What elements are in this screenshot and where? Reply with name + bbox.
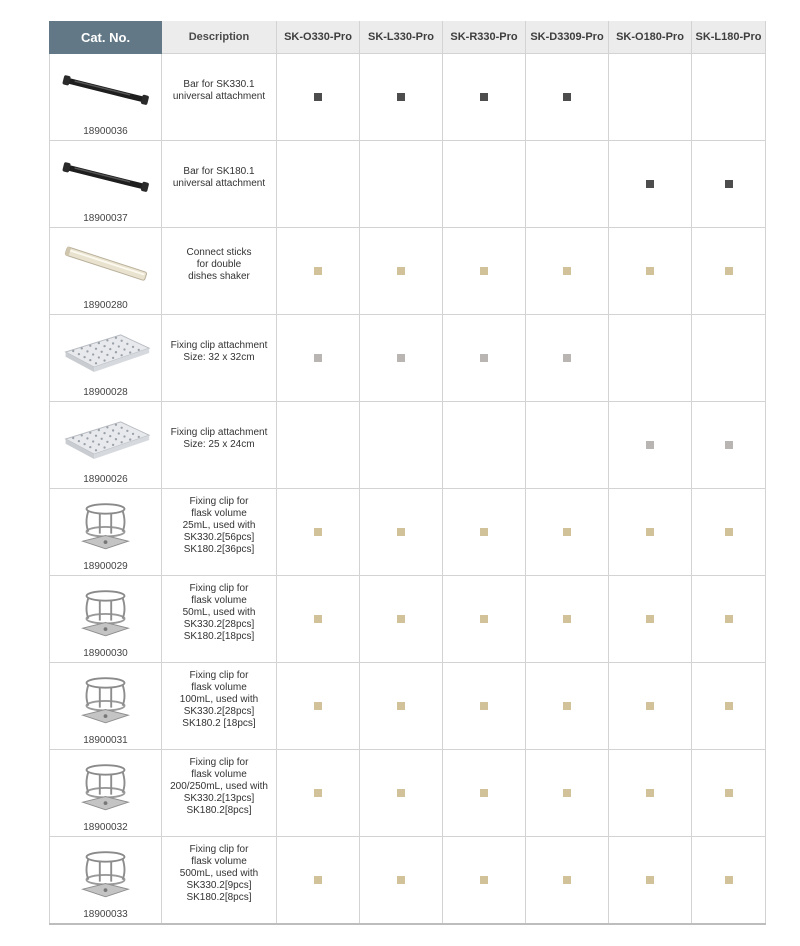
cell-sk-r330-pro [443,663,526,750]
description-cell [162,837,277,924]
cell-sk-o180-pro [609,489,692,576]
cat-cell [50,228,162,315]
cat-cell [50,750,162,837]
header-sk-r330-pro: SK-R330-Pro [443,21,526,54]
cell-sk-l330-pro [360,663,443,750]
cat-cell [50,663,162,750]
compatible-marker-gray [397,354,405,362]
cell-sk-r330-pro [443,489,526,576]
cat-cell [50,837,162,924]
cat-number: 18900036 [83,126,128,137]
cell-sk-o180-pro [609,54,692,141]
cell-sk-d3309-pro [526,141,609,228]
compatible-marker-beige [314,528,322,536]
compatible-marker-beige [725,267,733,275]
cat-number: 18900280 [83,300,128,311]
compatible-marker-beige [646,789,654,797]
description-cell [162,576,277,663]
cell-sk-l180-pro [692,750,766,837]
cell-sk-l330-pro [360,54,443,141]
compatible-marker-beige [397,876,405,884]
description-text: Fixing clip for flask volume 200/250mL, used with SK330.2[13pcs] SK180.2[8pcs] [170,757,268,816]
table-row [50,228,766,315]
cell-sk-l180-pro [692,141,766,228]
cell-sk-o330-pro [277,750,360,837]
cell-sk-l180-pro [692,489,766,576]
description-cell [162,228,277,315]
flask-clip-photo [58,756,153,818]
compatible-marker-beige [563,789,571,797]
compatible-marker-dark [314,93,322,101]
description-text: Connect sticks for double dishes shaker [186,247,252,282]
compatible-marker-dark [480,93,488,101]
cell-sk-o330-pro [277,837,360,924]
cell-sk-d3309-pro [526,837,609,924]
cell-sk-o330-pro [277,489,360,576]
description-cell [162,750,277,837]
description-text: Bar for SK330.1 universal attachment [172,79,266,102]
table-row [50,663,766,750]
cell-sk-l180-pro [692,315,766,402]
compatible-marker-beige [480,789,488,797]
cat-number: 18900029 [83,561,128,572]
cat-number: 18900033 [83,908,128,920]
table-row [50,315,766,402]
cell-sk-d3309-pro [526,402,609,489]
cell-sk-r330-pro [443,54,526,141]
cat-number: 18900026 [83,474,128,485]
header-row [50,21,766,54]
compatible-marker-beige [646,267,654,275]
cell-sk-l330-pro [360,141,443,228]
cat-cell [50,141,162,228]
compatible-marker-beige [725,615,733,623]
flask-clip-photo [58,495,153,557]
table-row [50,489,766,576]
compatible-marker-beige [480,267,488,275]
cell-sk-o330-pro [277,402,360,489]
compatible-marker-dark [397,93,405,101]
cell-sk-r330-pro [443,315,526,402]
compatible-marker-beige [646,876,654,884]
table-row [50,402,766,489]
cell-sk-r330-pro [443,228,526,315]
cell-sk-o330-pro [277,228,360,315]
compatible-marker-beige [725,702,733,710]
cell-sk-o330-pro [277,141,360,228]
compatible-marker-gray [480,354,488,362]
table-row [50,576,766,663]
compatible-marker-beige [397,267,405,275]
compatible-marker-beige [397,528,405,536]
cell-sk-o330-pro [277,54,360,141]
black-bar-photo [58,147,153,209]
cell-sk-l180-pro [692,576,766,663]
compatible-marker-beige [314,702,322,710]
accessory-compatibility-table [49,21,766,925]
cell-sk-d3309-pro [526,576,609,663]
connect-stick-photo [58,234,153,296]
header-description: Description [162,21,277,54]
compatible-marker-beige [725,528,733,536]
cell-sk-o180-pro [609,576,692,663]
compatible-marker-beige [563,267,571,275]
cell-sk-o180-pro [609,750,692,837]
cell-sk-l330-pro [360,402,443,489]
table-body [50,54,766,924]
cell-sk-r330-pro [443,837,526,924]
cat-number: 18900037 [83,213,128,224]
cell-sk-o180-pro [609,315,692,402]
flask-clip-photo [58,669,153,731]
cat-cell [50,54,162,141]
cell-sk-o330-pro [277,576,360,663]
compatible-marker-beige [314,615,322,623]
description-text: Fixing clip for flask volume 50mL, used with SK330.2[28pcs] SK180.2[18pcs] [182,583,256,642]
cell-sk-o180-pro [609,141,692,228]
cell-sk-o180-pro [609,837,692,924]
description-cell [162,663,277,750]
description-text: Fixing clip for flask volume 25mL, used with SK330.2[56pcs] SK180.2[36pcs] [182,496,256,555]
cell-sk-r330-pro [443,750,526,837]
compatible-marker-beige [646,528,654,536]
cell-sk-l180-pro [692,837,766,924]
compatible-marker-beige [563,528,571,536]
cell-sk-o180-pro [609,663,692,750]
cell-sk-o330-pro [277,663,360,750]
header-cat-no: Cat. No. [50,21,162,54]
cell-sk-l330-pro [360,837,443,924]
flask-clip-photo [58,843,153,905]
header-sk-l330-pro: SK-L330-Pro [360,21,443,54]
cell-sk-o330-pro [277,315,360,402]
cell-sk-l180-pro [692,228,766,315]
cell-sk-d3309-pro [526,663,609,750]
cat-number: 18900031 [83,735,128,746]
cell-sk-d3309-pro [526,54,609,141]
flask-clip-photo [58,582,153,644]
cell-sk-d3309-pro [526,489,609,576]
header-sk-l180-pro: SK-L180-Pro [692,21,766,54]
perforated-plate-photo [58,408,153,470]
description-text: Fixing clip attachment Size: 25 x 24cm [170,427,268,450]
compatible-marker-dark [563,93,571,101]
compatible-marker-beige [480,528,488,536]
compatible-marker-dark [646,180,654,188]
cat-number: 18900032 [83,822,128,833]
compatible-marker-beige [563,876,571,884]
cat-cell [50,402,162,489]
cell-sk-d3309-pro [526,750,609,837]
compatible-marker-dark [725,180,733,188]
cat-cell [50,576,162,663]
cell-sk-l180-pro [692,663,766,750]
cell-sk-r330-pro [443,576,526,663]
compatible-marker-beige [563,615,571,623]
compatible-marker-beige [314,789,322,797]
table-row [50,837,766,924]
compatible-marker-gray [725,441,733,449]
compatible-marker-beige [480,615,488,623]
cell-sk-l180-pro [692,54,766,141]
table-row [50,141,766,228]
table-row [50,750,766,837]
cat-number: 18900030 [83,648,128,659]
perforated-plate-photo [58,321,153,383]
description-cell [162,54,277,141]
description-cell [162,315,277,402]
description-text: Fixing clip attachment Size: 32 x 32cm [170,340,268,363]
compatible-marker-beige [563,702,571,710]
description-text: Bar for SK180.1 universal attachment [172,166,266,189]
cell-sk-l330-pro [360,489,443,576]
compatible-marker-gray [314,354,322,362]
compatible-marker-gray [563,354,571,362]
cat-cell [50,489,162,576]
compatible-marker-beige [480,702,488,710]
header-sk-o180-pro: SK-O180-Pro [609,21,692,54]
header-sk-o330-pro: SK-O330-Pro [277,21,360,54]
cell-sk-l330-pro [360,750,443,837]
cell-sk-l330-pro [360,315,443,402]
compatible-marker-beige [314,876,322,884]
compatible-marker-beige [725,789,733,797]
cell-sk-o180-pro [609,228,692,315]
cat-cell [50,315,162,402]
cell-sk-l180-pro [692,402,766,489]
cell-sk-l330-pro [360,576,443,663]
cell-sk-d3309-pro [526,228,609,315]
black-bar-photo [58,60,153,122]
table-row [50,54,766,141]
description-cell [162,402,277,489]
cell-sk-l330-pro [360,228,443,315]
cell-sk-d3309-pro [526,315,609,402]
compatible-marker-beige [397,615,405,623]
cell-sk-r330-pro [443,141,526,228]
description-cell [162,141,277,228]
compatible-marker-beige [397,702,405,710]
description-text: Fixing clip for flask volume 500mL, used with SK330.2[9pcs] SK180.2[8pcs] [179,843,259,903]
compatible-marker-beige [646,615,654,623]
description-text: Fixing clip for flask volume 100mL, used with SK330.2[28pcs] SK180.2 [18pcs] [179,670,259,729]
cell-sk-o180-pro [609,402,692,489]
header-sk-d3309-pro: SK-D3309-Pro [526,21,609,54]
description-cell [162,489,277,576]
compatible-marker-beige [646,702,654,710]
compatible-marker-beige [725,876,733,884]
compatible-marker-beige [397,789,405,797]
compatible-marker-gray [646,441,654,449]
compatible-marker-beige [480,876,488,884]
cell-sk-r330-pro [443,402,526,489]
compatible-marker-beige [314,267,322,275]
cat-number: 18900028 [83,387,128,398]
